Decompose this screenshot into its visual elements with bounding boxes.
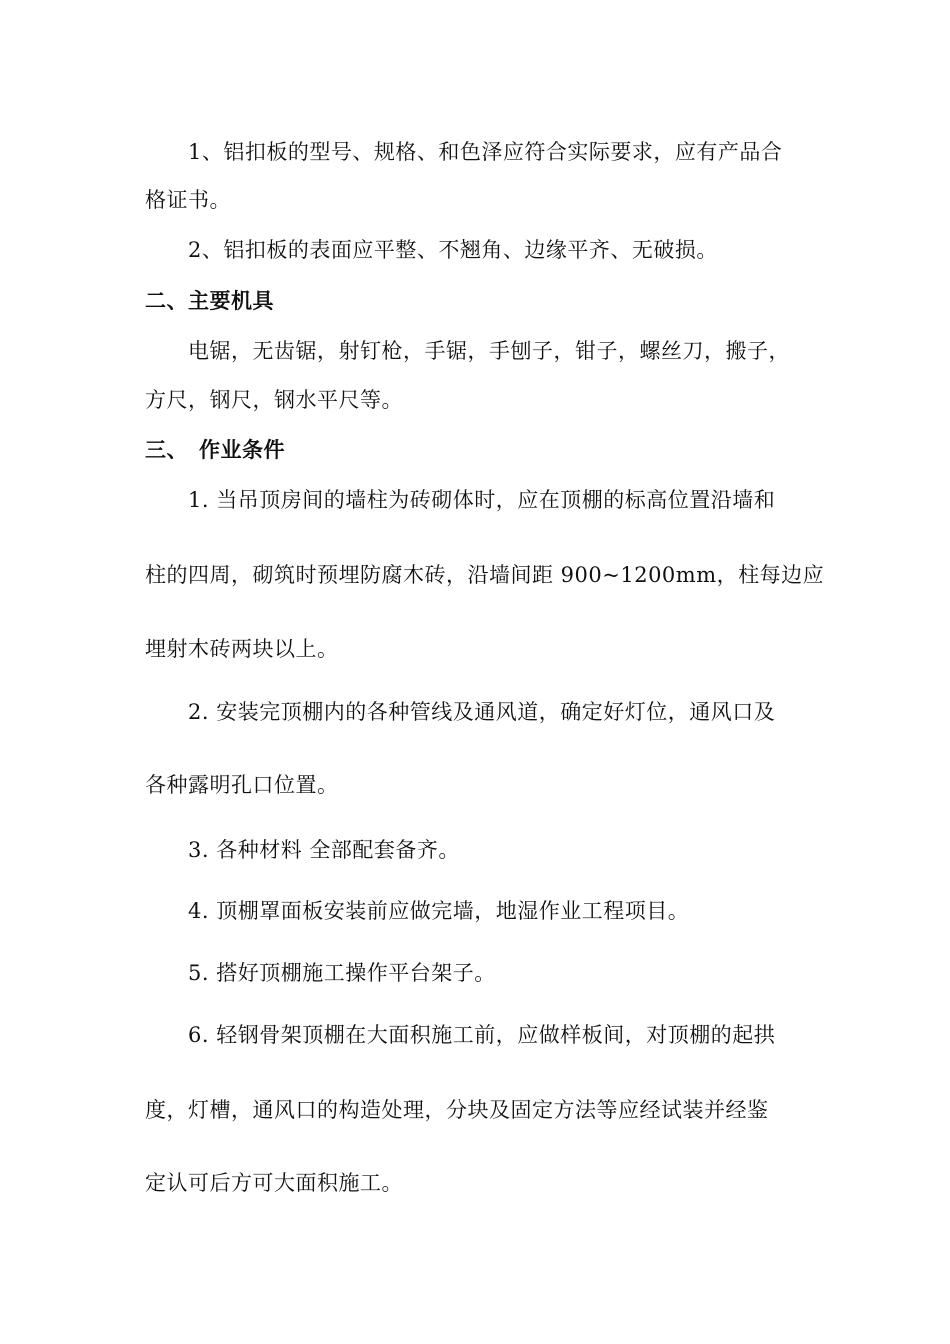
text-line: 3. 各种材料 全部配套备齐。 [188,838,460,862]
text-line: 4. 顶棚罩面板安装前应做完墙，地湿作业工程项目。 [188,899,690,923]
text-line: 5. 搭好顶棚施工操作平台架子。 [188,961,496,985]
text-line: 各种露明孔口位置。 [145,773,339,797]
text-line: 1. 当吊顶房间的墙柱为砖砌体时，应在顶棚的标高位置沿墙和 [188,488,776,512]
text-line: 2. 安装完顶棚内的各种管线及通风道，确定好灯位，通风口及 [188,700,776,724]
section-heading: 二、主要机具 [145,289,274,313]
text-line: 柱的四周，砌筑时预埋防腐木砖，沿墙间距 900~1200mm，柱每边应 [145,563,825,587]
text-line: 格证书。 [145,188,231,212]
text-line: 电锯，无齿锯，射钉枪，手锯，手刨子，钳子，螺丝刀，搬子， [188,339,790,363]
text-line: 度，灯槽，通风口的构造处理，分块及固定方法等应经试装并经鉴 [145,1098,769,1122]
text-line: 1、铝扣板的型号、规格、和色泽应符合实际要求，应有产品合 [188,140,783,164]
text-line: 6. 轻钢骨架顶棚在大面积施工前，应做样板间，对顶棚的起拱 [188,1023,776,1047]
text-line: 定认可后方可大面积施工。 [145,1171,403,1195]
text-line: 埋射木砖两块以上。 [145,637,339,661]
section-heading: 三、 作业条件 [145,438,285,462]
text-line: 2、铝扣板的表面应平整、不翘角、边缘平齐、无破损。 [188,238,718,262]
text-line: 方尺，钢尺，钢水平尺等。 [145,388,403,412]
